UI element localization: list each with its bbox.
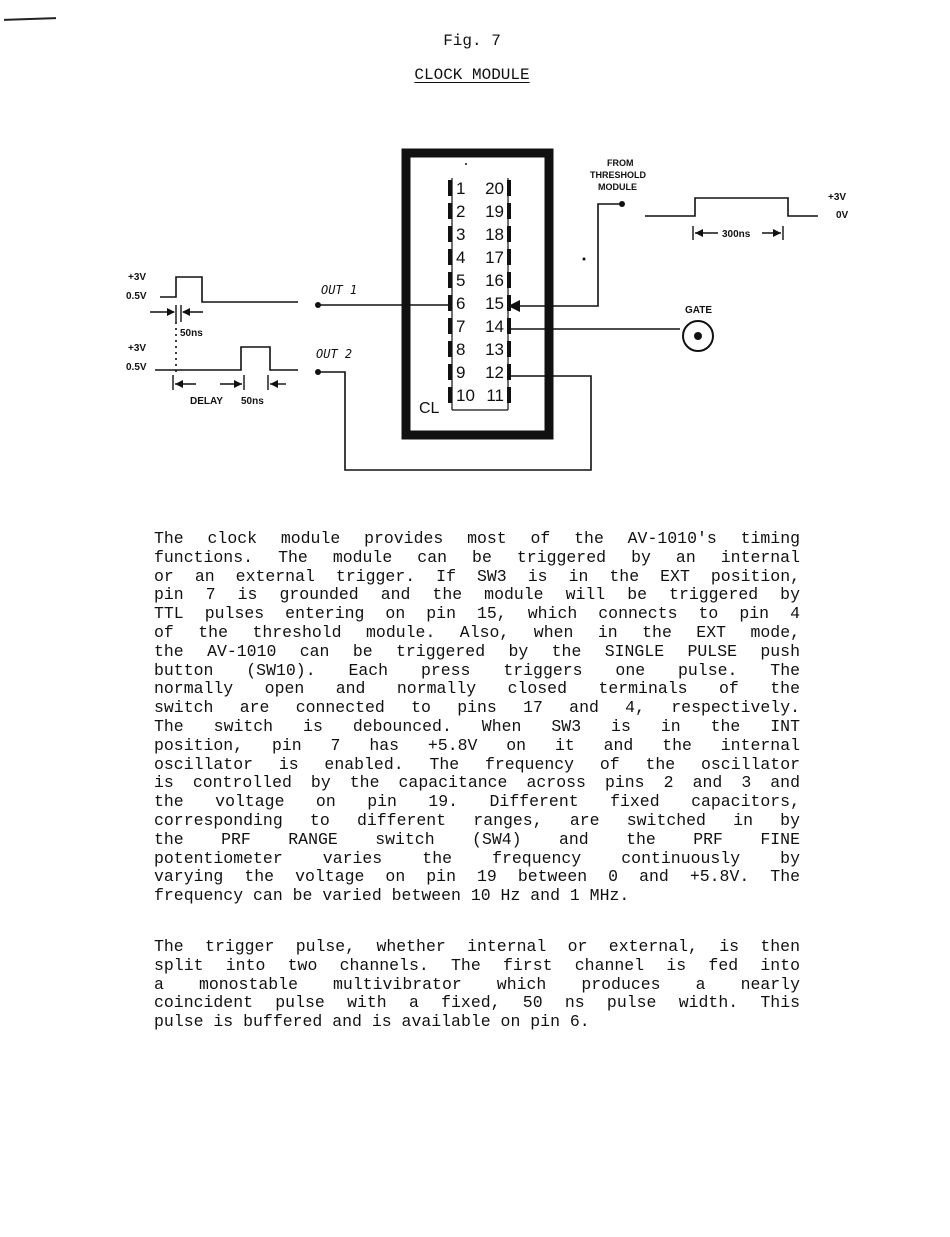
pin-number-left: 1 — [456, 179, 466, 198]
out1-low-label: 0.5V — [126, 291, 147, 302]
text-line: oscillator is enabled. The frequency of the oscillator — [154, 754, 800, 774]
text-line: is controlled by the capacitance across pins 2 and 3 and — [154, 773, 800, 793]
text-line: pin 7 is grounded and the module will be triggered by — [154, 585, 800, 605]
out1-high-label: +3V — [128, 272, 147, 283]
pin-bar-right — [507, 341, 511, 357]
threshold-width-label: 300ns — [722, 229, 751, 240]
pin-number-right: 12 — [485, 363, 504, 382]
out1-width-label: 50ns — [180, 328, 203, 339]
text-line: pulse is buffered and is available on pin 6. — [154, 1012, 590, 1032]
pin-bar-right — [507, 272, 511, 288]
text-line: button (SW10). Each press triggers one pulse. The — [154, 660, 800, 680]
pin-number-left: 2 — [456, 202, 466, 221]
pin-bar-left — [448, 272, 452, 288]
text-line: functions. The module can be triggered by an internal — [154, 547, 800, 567]
text-line: The switch is debounced. When SW3 is in the INT — [154, 716, 800, 736]
pin-bar-left — [448, 387, 452, 403]
threshold-high-label: +3V — [828, 192, 847, 203]
pin-number-right: 19 — [485, 202, 504, 221]
pins-right — [485, 179, 504, 405]
out1-waveform — [160, 277, 298, 302]
text-line: potentiometer varies the frequency continuously by — [154, 848, 800, 868]
text-line: varying the voltage on pin 19 between 0 and +5.8V. The — [154, 867, 800, 887]
out1-label: OUT 1 — [321, 283, 358, 297]
pin-bar-left — [448, 295, 452, 311]
pin-bar-left — [448, 341, 452, 357]
text-line: the voltage on pin 19. Different fixed capacitors, — [154, 792, 800, 812]
text-line: frequency can be varied between 10 Hz and 1 MHz. — [154, 886, 630, 906]
body-paragraph-2 — [154, 938, 800, 1032]
out2-delay-marker — [173, 375, 286, 390]
pin-number-right: 17 — [485, 248, 504, 267]
from-threshold-line-2: THRESHOLD — [590, 170, 646, 180]
body-paragraph-1 — [154, 530, 800, 906]
out2-width-label: 50ns — [241, 396, 264, 407]
pin-bar-left — [448, 318, 452, 334]
text-line: corresponding to different ranges, are switched in by — [154, 810, 800, 830]
chip-outline — [406, 153, 549, 435]
text-line: switch are connected to pins 17 and 4, respectively. — [154, 698, 800, 718]
pin-bar-right — [507, 387, 511, 403]
pin-number-left: 3 — [456, 225, 466, 244]
pin-number-left: 9 — [456, 363, 466, 382]
pin-number-right: 20 — [485, 179, 504, 198]
threshold-wire — [516, 204, 622, 306]
stray-dot-top — [465, 163, 467, 165]
pin-bar-left — [448, 203, 452, 219]
pin-bar-left — [448, 226, 452, 242]
pin-bar-right — [507, 249, 511, 265]
text-line: coincident pulse with a fixed, 50 ns pulse width. This — [154, 993, 800, 1013]
delay-label: DELAY — [190, 396, 223, 407]
out2-label: OUT 2 — [316, 347, 353, 361]
out2-node — [315, 369, 321, 375]
text-line: The clock module provides most of the AV-1010's timing — [154, 529, 800, 548]
pin-number-left: 10 — [456, 386, 475, 405]
chip-label: CL — [419, 400, 440, 417]
out2-high-label: +3V — [128, 343, 147, 354]
stray-dot — [583, 258, 586, 261]
pin-bar-left — [448, 364, 452, 380]
figure-label: Fig. 7 — [443, 32, 501, 50]
pin-number-left: 4 — [456, 248, 466, 267]
pin-number-right: 11 — [486, 386, 504, 405]
gate-connector-inner — [694, 332, 702, 340]
text-line: the PRF RANGE switch (SW4) and the PRF FINE — [154, 829, 800, 849]
from-threshold-line-1: FROM — [607, 158, 634, 168]
text-line: split into two channels. The first channel is fed into — [154, 955, 800, 975]
figure-title-text: CLOCK MODULE — [414, 66, 530, 84]
pin-bar-right — [507, 203, 511, 219]
out1-node — [315, 302, 321, 308]
text-line: The trigger pulse, whether internal or external, is then — [154, 937, 800, 956]
pin-bar-right — [507, 364, 511, 380]
pin-number-left: 8 — [456, 340, 466, 359]
pin-number-left: 6 — [456, 294, 466, 313]
pin-number-left: 5 — [456, 271, 466, 290]
pins-left — [456, 179, 475, 405]
pin-bar-left — [448, 180, 452, 196]
pin-number-right: 15 — [485, 294, 504, 313]
gate-label: GATE — [685, 305, 713, 316]
pin-bar-right — [507, 226, 511, 242]
text-line: normally open and normally closed terminals of the — [154, 679, 800, 699]
text-line: or an external trigger. If SW3 is in the EXT position, — [154, 566, 800, 586]
clock-module-diagram — [0, 0, 950, 520]
pin-number-right: 14 — [485, 317, 504, 336]
text-line: position, pin 7 has +5.8V on it and the internal — [154, 735, 800, 755]
text-line: TTL pulses entering on pin 15, which connects to pin 4 — [154, 604, 800, 624]
text-line: the AV-1010 can be triggered by the SINGLE PULSE push — [154, 641, 800, 661]
text-line: a monostable multivibrator which produces a nearly — [154, 974, 800, 994]
text-line: of the threshold module. Also, when in the EXT mode, — [154, 622, 800, 642]
pin-bar-right — [507, 180, 511, 196]
from-threshold-line-3: MODULE — [598, 182, 637, 192]
pin-number-right: 13 — [485, 340, 504, 359]
pin-number-left: 7 — [456, 317, 466, 336]
threshold-low-label: 0V — [836, 210, 849, 221]
threshold-waveform — [645, 198, 818, 216]
pin-bar-right — [507, 295, 511, 311]
pin-bar-right — [507, 318, 511, 334]
pin-bar-left — [448, 249, 452, 265]
threshold-node — [619, 201, 625, 207]
pin-number-right: 18 — [485, 225, 504, 244]
pin-number-right: 16 — [485, 271, 504, 290]
out2-low-label: 0.5V — [126, 362, 147, 373]
out1-width-marker — [150, 305, 203, 322]
